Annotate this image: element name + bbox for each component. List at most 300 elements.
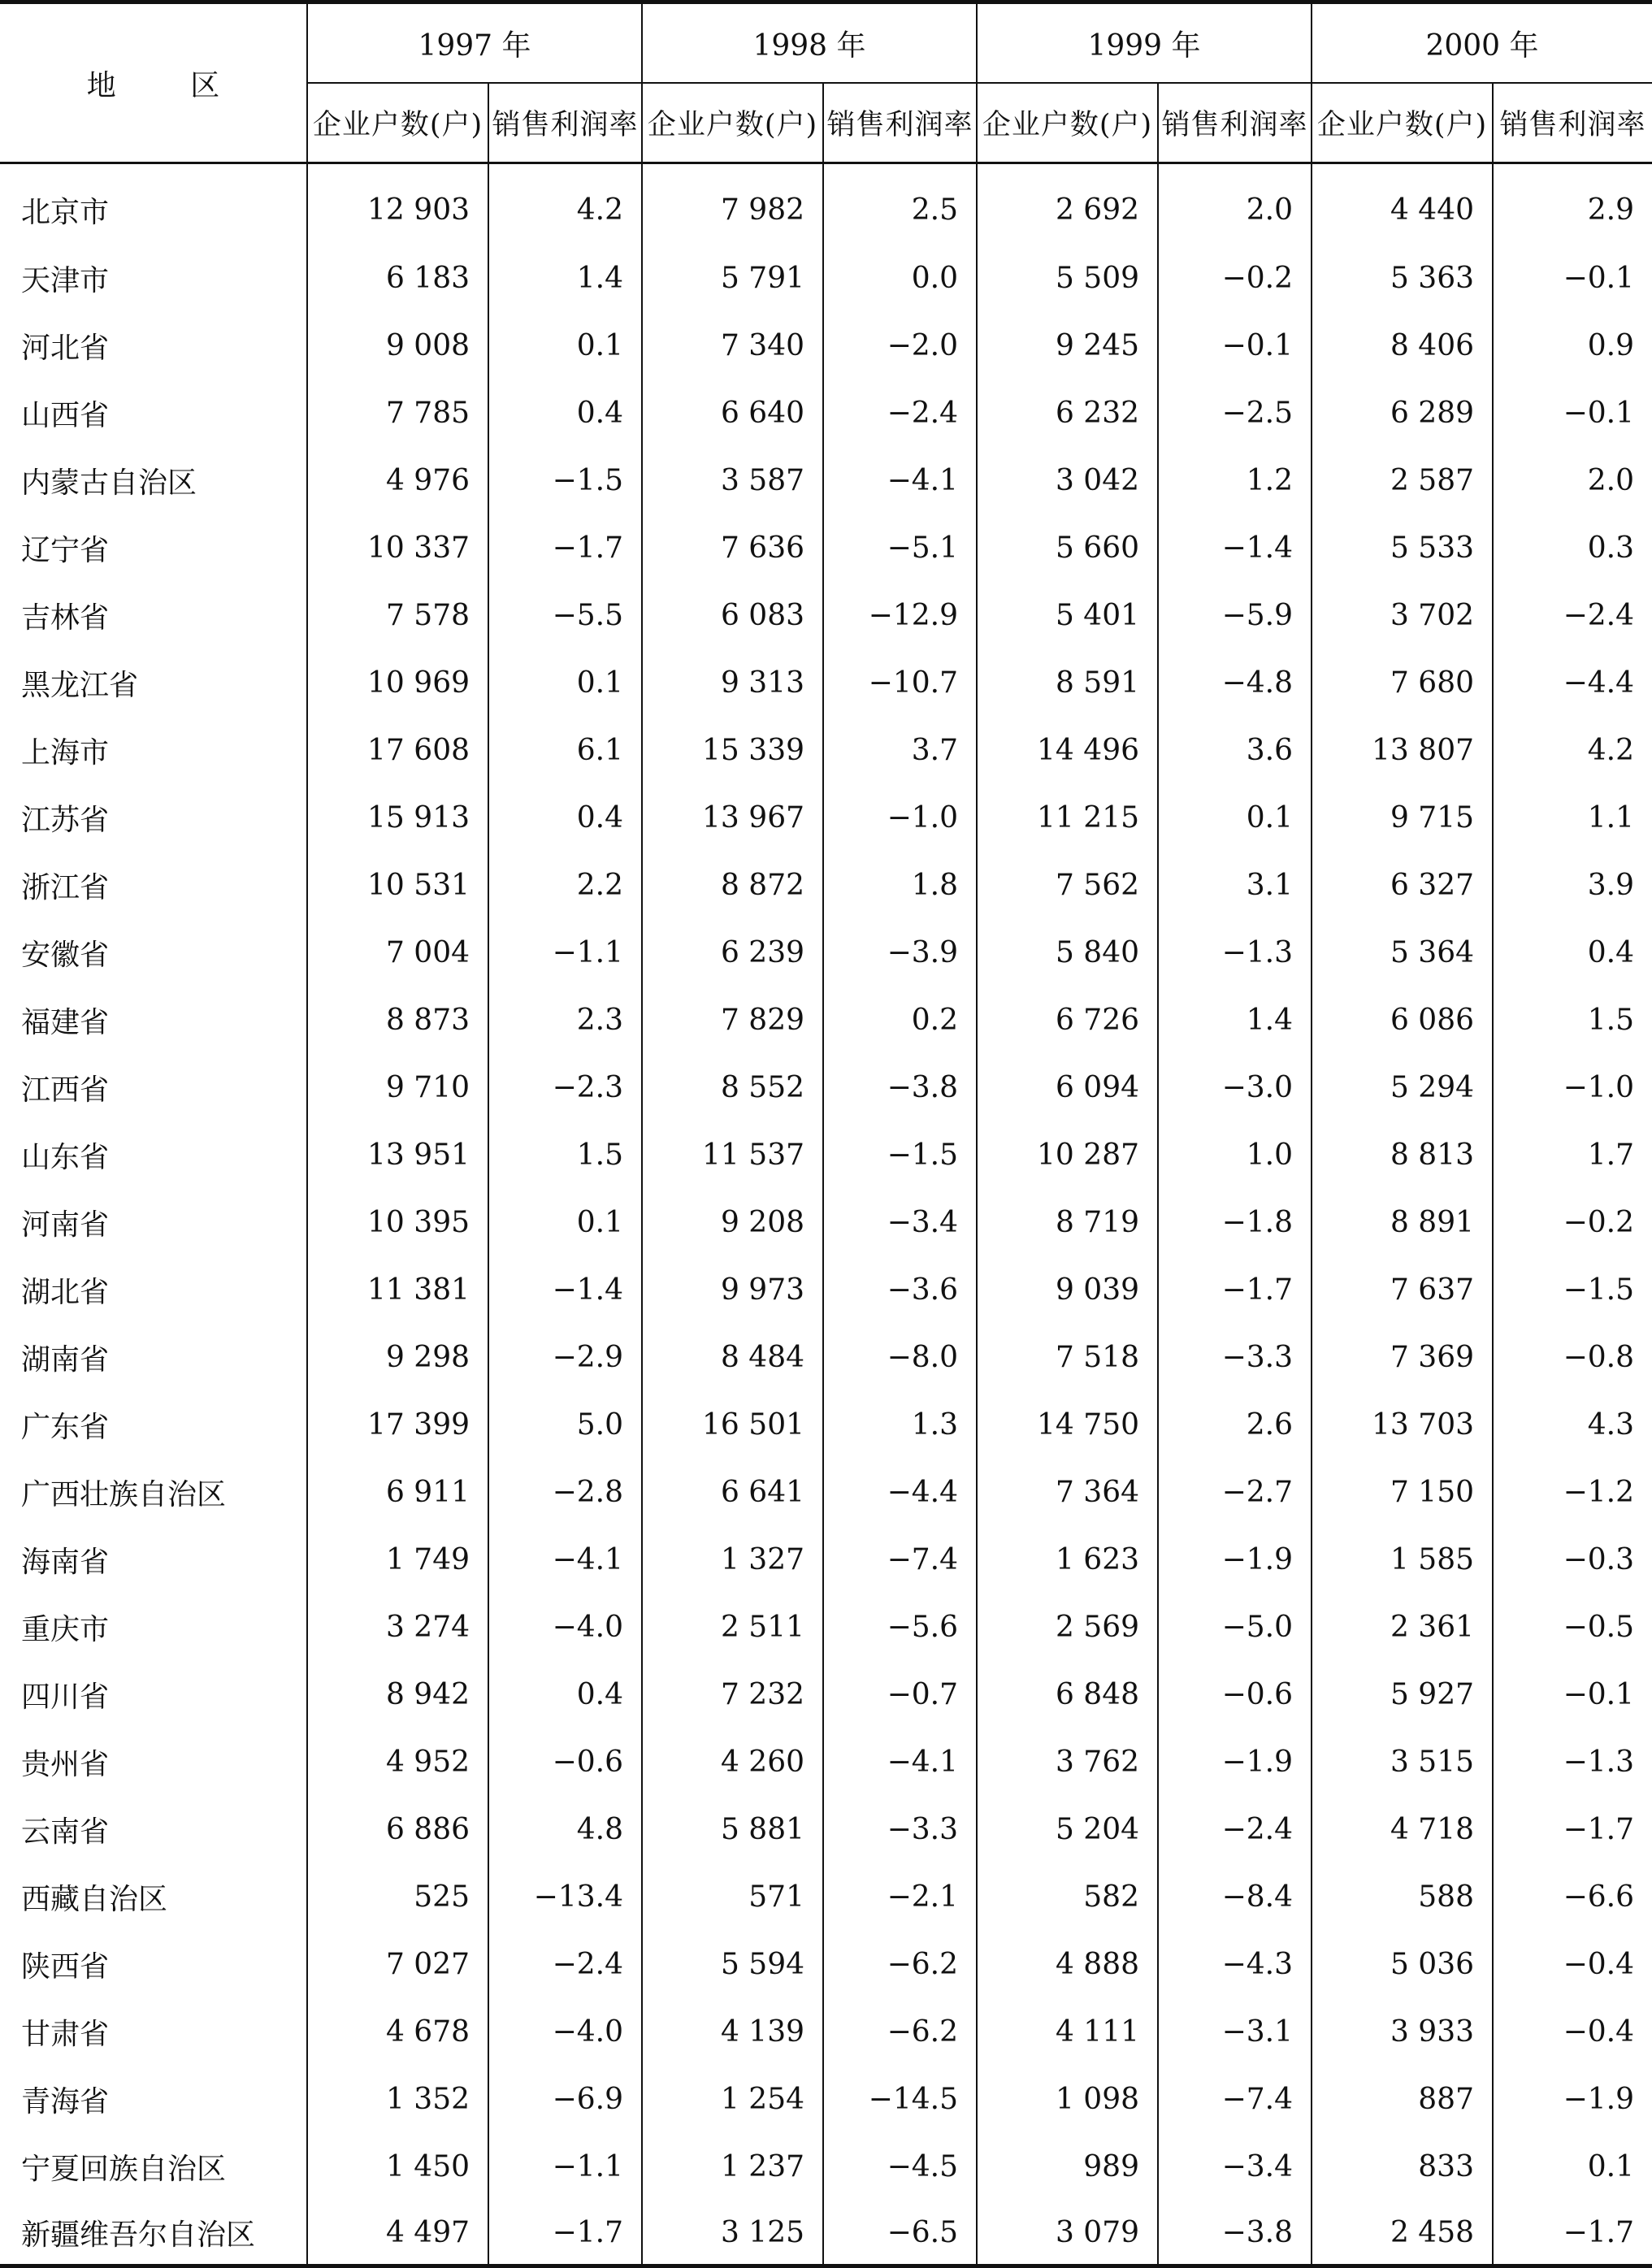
enterprise-count-cell: 1 327 — [642, 1526, 823, 1594]
profit-margin-cell: −6.2 — [823, 1998, 977, 2066]
enterprise-count-cell: 10 969 — [307, 649, 488, 717]
region-cell: 内蒙古自治区 — [0, 447, 307, 514]
table-row — [0, 379, 1652, 447]
profit-margin-cell: −5.1 — [823, 514, 977, 582]
profit-margin-cell: 1.0 — [1158, 1121, 1312, 1189]
profit-margin-cell: −2.4 — [1158, 1796, 1312, 1863]
enterprise-count-cell: 5 840 — [977, 919, 1158, 987]
enterprise-count-cell: 7 562 — [977, 852, 1158, 919]
region-cell: 宁夏回族自治区 — [0, 2133, 307, 2201]
table-row — [0, 1526, 1652, 1594]
profit-margin-cell: −0.1 — [1158, 312, 1312, 379]
profit-margin-cell: 0.4 — [488, 1661, 642, 1728]
profit-margin-cell: −1.9 — [1158, 1526, 1312, 1594]
region-cell: 湖北省 — [0, 1256, 307, 1324]
enterprise-count-cell: 15 913 — [307, 784, 488, 852]
enterprise-count-cell: 9 208 — [642, 1189, 823, 1256]
enterprise-count-cell: 3 125 — [642, 2201, 823, 2266]
enterprise-count-cell: 16 501 — [642, 1391, 823, 1459]
enterprise-count-cell: 3 042 — [977, 447, 1158, 514]
profit-margin-cell: −3.4 — [1158, 2133, 1312, 2201]
enterprise-count-cell: 8 891 — [1312, 1189, 1493, 1256]
profit-margin-cell: −2.3 — [488, 1054, 642, 1121]
enterprise-count-cell: 7 369 — [1312, 1324, 1493, 1391]
enterprise-count-cell: 9 715 — [1312, 784, 1493, 852]
profit-margin-cell: 6.1 — [488, 717, 642, 784]
enterprise-count-cell: 17 399 — [307, 1391, 488, 1459]
table-row — [0, 163, 1652, 245]
enterprise-count-cell: 3 762 — [977, 1728, 1158, 1796]
profit-margin-cell: −2.5 — [1158, 379, 1312, 447]
profit-margin-cell: −1.0 — [823, 784, 977, 852]
region-cell: 辽宁省 — [0, 514, 307, 582]
enterprise-count-cell: 1 254 — [642, 2066, 823, 2133]
enterprise-count-cell: 10 287 — [977, 1121, 1158, 1189]
profit-margin-cell: −1.7 — [488, 514, 642, 582]
enterprise-count-cell: 6 640 — [642, 379, 823, 447]
profit-margin-cell: −7.4 — [823, 1526, 977, 1594]
enterprise-count-cell: 7 829 — [642, 987, 823, 1054]
table-row — [0, 1661, 1652, 1728]
enterprise-count-cell: 11 381 — [307, 1256, 488, 1324]
sub-header-count: 企业户数(户) — [307, 83, 488, 163]
enterprise-count-cell: 525 — [307, 1863, 488, 1931]
table-row — [0, 582, 1652, 649]
table-row — [0, 919, 1652, 987]
profit-margin-cell: −3.6 — [823, 1256, 977, 1324]
profit-margin-cell: −4.3 — [1158, 1931, 1312, 1998]
profit-margin-cell: −4.1 — [488, 1526, 642, 1594]
profit-margin-cell: −1.4 — [488, 1256, 642, 1324]
profit-margin-cell: −5.5 — [488, 582, 642, 649]
profit-margin-cell: −4.4 — [823, 1459, 977, 1526]
enterprise-count-cell: 11 215 — [977, 784, 1158, 852]
profit-margin-cell: 1.2 — [1158, 447, 1312, 514]
profit-margin-cell: −3.4 — [823, 1189, 977, 1256]
enterprise-count-cell: 4 976 — [307, 447, 488, 514]
enterprise-count-cell: 8 406 — [1312, 312, 1493, 379]
table-row — [0, 649, 1652, 717]
enterprise-count-cell: 5 204 — [977, 1796, 1158, 1863]
profit-margin-cell: −1.7 — [1563, 2215, 1634, 2249]
enterprise-count-cell: 8 484 — [642, 1324, 823, 1391]
enterprise-count-cell: 5 294 — [1312, 1054, 1493, 1121]
profit-margin-cell: −2.4 — [488, 1931, 642, 1998]
table-row — [0, 2133, 1652, 2201]
enterprise-count-cell: 3 515 — [1312, 1728, 1493, 1796]
enterprise-count-cell: 7 680 — [1312, 649, 1493, 717]
profit-margin-cell: −0.1 — [1563, 1678, 1634, 1711]
region-cell: 北京市 — [0, 163, 307, 245]
enterprise-count-cell: 2 361 — [1312, 1594, 1493, 1661]
profit-margin-cell: −8.4 — [1158, 1863, 1312, 1931]
region-cell: 福建省 — [0, 987, 307, 1054]
enterprise-count-cell: 4 139 — [642, 1998, 823, 2066]
enterprise-count-cell: 1 098 — [977, 2066, 1158, 2133]
profit-margin-cell: −3.3 — [1158, 1324, 1312, 1391]
profit-margin-cell: 0.4 — [1587, 936, 1634, 969]
table-row — [0, 1256, 1652, 1324]
sub-header-margin: 销售利润率 — [823, 83, 977, 163]
profit-margin-cell: −10.7 — [823, 649, 977, 717]
profit-margin-cell: −12.9 — [823, 582, 977, 649]
profit-margin-cell: −4.0 — [488, 1594, 642, 1661]
profit-margin-cell: 4.8 — [488, 1796, 642, 1863]
profit-margin-cell: 4.3 — [1587, 1408, 1634, 1442]
enterprise-count-cell: 14 750 — [977, 1391, 1158, 1459]
table-row — [0, 514, 1652, 582]
table-row — [0, 1189, 1652, 1256]
profit-margin-cell: −1.1 — [488, 2133, 642, 2201]
enterprise-count-cell: 1 749 — [307, 1526, 488, 1594]
enterprise-count-cell: 12 903 — [307, 163, 488, 245]
enterprise-count-cell: 7 340 — [642, 312, 823, 379]
enterprise-count-cell: 1 585 — [1312, 1526, 1493, 1594]
enterprise-count-cell: 4 497 — [307, 2201, 488, 2266]
enterprise-count-cell: 3 933 — [1312, 1998, 1493, 2066]
enterprise-count-cell: 8 813 — [1312, 1121, 1493, 1189]
enterprise-count-cell: 5 401 — [977, 582, 1158, 649]
profit-margin-cell: −1.9 — [1158, 1728, 1312, 1796]
enterprise-count-cell: 5 927 — [1312, 1661, 1493, 1728]
profit-margin-cell: −6.9 — [488, 2066, 642, 2133]
profit-margin-cell: 3.9 — [1587, 869, 1634, 902]
profit-margin-cell: 2.6 — [1158, 1391, 1312, 1459]
year-header-1997: 1997 年 — [307, 2, 642, 84]
profit-margin-cell: −1.5 — [488, 447, 642, 514]
table-row — [0, 2201, 1652, 2266]
region-cell: 湖南省 — [0, 1324, 307, 1391]
enterprise-count-cell: 2 692 — [977, 163, 1158, 245]
enterprise-count-cell: 3 702 — [1312, 582, 1493, 649]
table-row — [0, 1054, 1652, 1121]
region-cell: 河北省 — [0, 312, 307, 379]
region-cell: 江西省 — [0, 1054, 307, 1121]
enterprise-count-cell: 887 — [1312, 2066, 1493, 2133]
enterprise-count-cell: 6 232 — [977, 379, 1158, 447]
profit-margin-cell: −0.1 — [1563, 397, 1634, 430]
profit-margin-cell: 1.8 — [823, 852, 977, 919]
region-header: 地 区 — [0, 2, 307, 163]
enterprise-count-cell: 3 587 — [642, 447, 823, 514]
profit-margin-cell: 3.7 — [823, 717, 977, 784]
enterprise-count-cell: 8 942 — [307, 1661, 488, 1728]
profit-margin-cell: 0.1 — [488, 649, 642, 717]
year-header-2000: 2000 年 — [1312, 2, 1652, 84]
table-row — [0, 1728, 1652, 1796]
table-row — [0, 852, 1652, 919]
enterprise-count-cell: 17 608 — [307, 717, 488, 784]
enterprise-count-cell: 8 719 — [977, 1189, 1158, 1256]
region-cell: 吉林省 — [0, 582, 307, 649]
enterprise-count-cell: 3 079 — [977, 2201, 1158, 2266]
enterprise-count-cell: 6 083 — [642, 582, 823, 649]
region-cell: 甘肃省 — [0, 1998, 307, 2066]
sub-header-count: 企业户数(户) — [977, 83, 1158, 163]
profit-margin-cell: −1.4 — [1158, 514, 1312, 582]
profit-margin-cell: 0.9 — [1587, 329, 1634, 362]
enterprise-count-cell: 5 594 — [642, 1931, 823, 1998]
enterprise-count-cell: 7 578 — [307, 582, 488, 649]
profit-margin-cell: −0.6 — [488, 1728, 642, 1796]
region-cell: 山东省 — [0, 1121, 307, 1189]
region-cell: 河南省 — [0, 1189, 307, 1256]
enterprise-count-cell: 2 587 — [1312, 447, 1493, 514]
enterprise-count-cell: 6 848 — [977, 1661, 1158, 1728]
sub-header-margin: 销售利润率 — [488, 83, 642, 163]
enterprise-count-cell: 7 004 — [307, 919, 488, 987]
profit-margin-cell: 3.1 — [1158, 852, 1312, 919]
enterprise-count-cell: 1 450 — [307, 2133, 488, 2201]
enterprise-count-cell: 4 888 — [977, 1931, 1158, 1998]
profit-margin-cell: −0.1 — [1563, 262, 1634, 295]
profit-margin-cell: −1.7 — [1563, 1813, 1634, 1846]
profit-margin-cell: −2.9 — [488, 1324, 642, 1391]
profit-margin-cell: −13.4 — [488, 1863, 642, 1931]
profit-margin-cell: −2.8 — [488, 1459, 642, 1526]
profit-margin-cell: −4.1 — [823, 447, 977, 514]
profit-margin-cell: 0.1 — [1587, 2150, 1634, 2183]
profit-margin-cell: −3.3 — [823, 1796, 977, 1863]
enterprise-count-cell: 5 660 — [977, 514, 1158, 582]
profit-margin-cell: 2.3 — [488, 987, 642, 1054]
profit-margin-cell: −1.5 — [823, 1121, 977, 1189]
profit-margin-cell: 4.2 — [488, 163, 642, 245]
enterprise-count-cell: 9 973 — [642, 1256, 823, 1324]
enterprise-count-cell: 582 — [977, 1863, 1158, 1931]
profit-margin-cell: −3.0 — [1158, 1054, 1312, 1121]
enterprise-count-cell: 4 718 — [1312, 1796, 1493, 1863]
enterprise-count-cell: 9 039 — [977, 1256, 1158, 1324]
profit-margin-cell: −2.1 — [823, 1863, 977, 1931]
profit-margin-cell: 1.4 — [1158, 987, 1312, 1054]
enterprise-count-cell: 2 511 — [642, 1594, 823, 1661]
region-cell: 广西壮族自治区 — [0, 1459, 307, 1526]
profit-margin-cell: −0.5 — [1563, 1611, 1634, 1644]
sub-header-margin: 销售利润率 — [1499, 109, 1646, 141]
profit-margin-cell: 1.3 — [823, 1391, 977, 1459]
table-row — [0, 1391, 1652, 1459]
profit-margin-cell: −14.5 — [823, 2066, 977, 2133]
enterprise-count-cell: 7 232 — [642, 1661, 823, 1728]
region-cell: 重庆市 — [0, 1594, 307, 1661]
table-row — [0, 784, 1652, 852]
profit-margin-cell: −6.5 — [823, 2201, 977, 2266]
profit-margin-cell: 1.5 — [1587, 1004, 1634, 1037]
sub-header-count: 企业户数(户) — [642, 83, 823, 163]
enterprise-count-cell: 1 623 — [977, 1526, 1158, 1594]
profit-margin-cell: −1.0 — [1563, 1071, 1634, 1104]
table-row — [0, 717, 1652, 784]
enterprise-count-cell: 4 952 — [307, 1728, 488, 1796]
region-cell: 贵州省 — [0, 1728, 307, 1796]
enterprise-count-cell: 8 873 — [307, 987, 488, 1054]
profit-margin-cell: −8.0 — [823, 1324, 977, 1391]
enterprise-count-cell: 5 364 — [1312, 919, 1493, 987]
enterprise-count-cell: 7 364 — [977, 1459, 1158, 1526]
sub-header-count: 企业户数(户) — [1312, 83, 1493, 163]
profit-margin-cell: 1.5 — [488, 1121, 642, 1189]
enterprise-count-cell: 5 363 — [1312, 245, 1493, 312]
enterprise-count-cell: 5 509 — [977, 245, 1158, 312]
table-row — [0, 2066, 1652, 2133]
enterprise-count-cell: 9 313 — [642, 649, 823, 717]
profit-margin-cell: −7.4 — [1158, 2066, 1312, 2133]
profit-margin-cell: 0.4 — [488, 379, 642, 447]
enterprise-count-cell: 6 886 — [307, 1796, 488, 1863]
region-cell: 广东省 — [0, 1391, 307, 1459]
enterprise-count-cell: 4 111 — [977, 1998, 1158, 2066]
profit-margin-cell: −4.8 — [1158, 649, 1312, 717]
profit-margin-cell: 2.9 — [1587, 193, 1634, 227]
profit-margin-cell: 0.3 — [1587, 531, 1634, 565]
profit-margin-cell: −0.8 — [1563, 1341, 1634, 1374]
profit-margin-cell: −4.4 — [1563, 666, 1634, 700]
profit-margin-cell: −5.6 — [823, 1594, 977, 1661]
enterprise-count-cell: 9 710 — [307, 1054, 488, 1121]
enterprise-count-cell: 7 982 — [642, 163, 823, 245]
enterprise-count-cell: 13 951 — [307, 1121, 488, 1189]
enterprise-count-cell: 7 636 — [642, 514, 823, 582]
profit-margin-cell: −4.0 — [488, 1998, 642, 2066]
enterprise-count-cell: 9 298 — [307, 1324, 488, 1391]
enterprise-count-cell: 1 352 — [307, 2066, 488, 2133]
profit-margin-cell: 2.5 — [823, 163, 977, 245]
enterprise-count-cell: 1 237 — [642, 2133, 823, 2201]
region-cell: 陕西省 — [0, 1931, 307, 1998]
profit-margin-cell: 4.2 — [1587, 734, 1634, 767]
region-cell: 云南省 — [0, 1796, 307, 1863]
region-cell: 山西省 — [0, 379, 307, 447]
table-row — [0, 245, 1652, 312]
profit-margin-cell: −3.8 — [823, 1054, 977, 1121]
region-cell: 四川省 — [0, 1661, 307, 1728]
table-row — [0, 447, 1652, 514]
enterprise-count-cell: 7 518 — [977, 1324, 1158, 1391]
table-row — [0, 312, 1652, 379]
enterprise-count-cell: 8 591 — [977, 649, 1158, 717]
profit-margin-cell: 1.4 — [488, 245, 642, 312]
profit-margin-cell: −0.4 — [1563, 2015, 1634, 2049]
enterprise-count-cell: 4 440 — [1312, 163, 1493, 245]
profit-margin-cell: −2.0 — [823, 312, 977, 379]
profit-margin-cell: −1.8 — [1158, 1189, 1312, 1256]
enterprise-count-cell: 7 027 — [307, 1931, 488, 1998]
enterprise-count-cell: 3 274 — [307, 1594, 488, 1661]
profit-margin-cell: −3.1 — [1158, 1998, 1312, 2066]
enterprise-count-cell: 10 337 — [307, 514, 488, 582]
enterprise-count-cell: 4 678 — [307, 1998, 488, 2066]
region-cell: 黑龙江省 — [0, 649, 307, 717]
enterprise-count-cell: 5 881 — [642, 1796, 823, 1863]
enterprise-count-cell: 11 537 — [642, 1121, 823, 1189]
profit-margin-cell: 0.1 — [1158, 784, 1312, 852]
table-body — [0, 163, 1652, 2266]
table-row — [0, 1931, 1652, 1998]
enterprise-count-cell: 8 872 — [642, 852, 823, 919]
enterprise-count-cell: 13 703 — [1312, 1391, 1493, 1459]
year-header-1999: 1999 年 — [977, 2, 1312, 84]
table-row — [0, 1594, 1652, 1661]
table-row — [0, 1459, 1652, 1526]
profit-margin-cell: −3.8 — [1158, 2201, 1312, 2266]
profit-margin-cell: −4.1 — [823, 1728, 977, 1796]
table-row — [0, 1998, 1652, 2066]
enterprise-count-cell: 5 533 — [1312, 514, 1493, 582]
enterprise-count-cell: 13 807 — [1312, 717, 1493, 784]
profit-margin-cell: −1.3 — [1563, 1745, 1634, 1779]
profit-margin-cell: −1.1 — [488, 919, 642, 987]
enterprise-count-cell: 9 245 — [977, 312, 1158, 379]
profit-margin-cell: 0.4 — [488, 784, 642, 852]
profit-margin-cell: −0.2 — [1158, 245, 1312, 312]
region-cell: 西藏自治区 — [0, 1863, 307, 1931]
profit-margin-cell: 0.2 — [823, 987, 977, 1054]
enterprise-count-cell: 6 239 — [642, 919, 823, 987]
profit-margin-cell: −0.6 — [1158, 1661, 1312, 1728]
table-row — [0, 987, 1652, 1054]
sub-header-margin: 销售利润率 — [1158, 83, 1312, 163]
profit-margin-cell: −4.5 — [823, 2133, 977, 2201]
region-cell: 上海市 — [0, 717, 307, 784]
region-cell: 海南省 — [0, 1526, 307, 1594]
profit-margin-cell: 2.0 — [1158, 163, 1312, 245]
profit-margin-cell: 1.7 — [1587, 1138, 1634, 1172]
profit-margin-cell: 0.1 — [488, 1189, 642, 1256]
enterprise-count-cell: 14 496 — [977, 717, 1158, 784]
enterprise-count-cell: 13 967 — [642, 784, 823, 852]
profit-margin-cell: 3.6 — [1158, 717, 1312, 784]
profit-margin-cell: −1.7 — [488, 2201, 642, 2266]
profit-margin-cell: −5.9 — [1158, 582, 1312, 649]
region-cell: 青海省 — [0, 2066, 307, 2133]
region-cell: 浙江省 — [0, 852, 307, 919]
profit-margin-cell: 2.2 — [488, 852, 642, 919]
enterprise-count-cell: 10 395 — [307, 1189, 488, 1256]
enterprise-count-cell: 571 — [642, 1863, 823, 1931]
profit-margin-cell: −0.3 — [1563, 1543, 1634, 1576]
profit-margin-cell: 1.1 — [1587, 801, 1634, 835]
enterprise-count-cell: 6 289 — [1312, 379, 1493, 447]
profit-margin-cell: 0.1 — [488, 312, 642, 379]
profit-margin-cell: −2.7 — [1158, 1459, 1312, 1526]
profit-margin-cell: −0.4 — [1563, 1948, 1634, 1981]
enterprise-count-cell: 6 641 — [642, 1459, 823, 1526]
year-header-1998: 1998 年 — [642, 2, 977, 84]
profit-margin-cell: −6.2 — [823, 1931, 977, 1998]
enterprise-count-cell: 6 327 — [1312, 852, 1493, 919]
enterprise-count-cell: 6 183 — [307, 245, 488, 312]
enterprise-count-cell: 4 260 — [642, 1728, 823, 1796]
profit-margin-cell: −1.5 — [1563, 1273, 1634, 1307]
enterprise-count-cell: 6 726 — [977, 987, 1158, 1054]
table-row — [0, 1796, 1652, 1863]
profit-margin-cell: −2.4 — [823, 379, 977, 447]
profit-margin-cell: −1.7 — [1158, 1256, 1312, 1324]
enterprise-count-cell: 7 785 — [307, 379, 488, 447]
enterprise-count-cell: 588 — [1312, 1863, 1493, 1931]
region-cell: 江苏省 — [0, 784, 307, 852]
profit-margin-cell: −1.2 — [1563, 1476, 1634, 1509]
profit-margin-cell: 0.0 — [823, 245, 977, 312]
table-header — [0, 2, 1652, 163]
enterprise-count-cell: 2 458 — [1312, 2201, 1493, 2266]
table-row — [0, 1863, 1652, 1931]
enterprise-count-cell: 9 008 — [307, 312, 488, 379]
enterprise-count-cell: 6 911 — [307, 1459, 488, 1526]
enterprise-count-cell: 5 036 — [1312, 1931, 1493, 1998]
enterprise-count-cell: 2 569 — [977, 1594, 1158, 1661]
